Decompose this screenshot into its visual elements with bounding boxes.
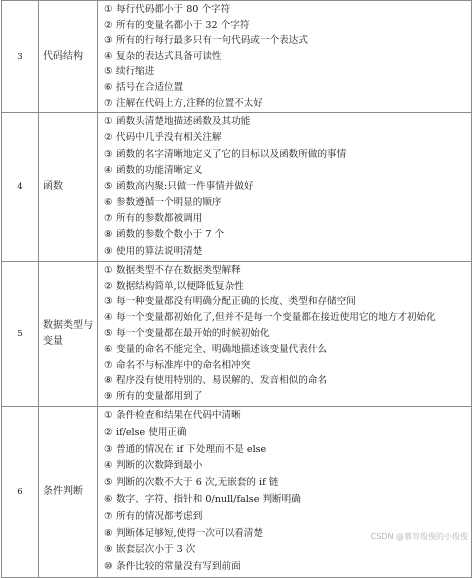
checklist-item — [104, 559, 471, 576]
category-label: 代码结构 — [39, 1, 98, 113]
item-marker: ② — [104, 280, 113, 292]
item-text: 括号在合适位置 — [116, 81, 184, 93]
checklist-item — [104, 442, 471, 459]
item-marker: ③ — [104, 148, 113, 160]
item-marker: ② — [104, 19, 113, 31]
checklist-item — [104, 373, 471, 389]
checklist-item — [104, 458, 471, 475]
checklist-item — [104, 163, 471, 179]
checklist-item — [104, 263, 471, 279]
item-text: 判断体足够短,使得一次可以看清楚 — [116, 527, 263, 539]
item-marker: ③ — [104, 35, 113, 47]
checklist-item — [104, 227, 471, 243]
checklist-item — [104, 492, 471, 509]
item-text: 每一个变量都在最开始的时候初始化 — [116, 328, 270, 340]
item-marker: ① — [104, 4, 113, 15]
item-marker: ⑥ — [104, 494, 113, 505]
item-marker: ⑥ — [104, 81, 113, 93]
item-marker: ③ — [104, 443, 113, 455]
item-marker: ④ — [104, 50, 113, 62]
item-text: 所有的参数都被调用 — [116, 213, 203, 225]
row-number: 5 — [2, 261, 39, 406]
item-marker: ⑦ — [104, 510, 113, 522]
checklist-items-cell — [98, 113, 472, 262]
item-text: 所有的变量都用到了 — [116, 391, 203, 403]
item-text: 条件检查和结果在代码中清晰 — [116, 410, 241, 422]
item-text: 所有的变量名都小于 32 个字符 — [116, 19, 250, 31]
checklist-item — [104, 244, 471, 260]
item-text: 数据类型不存在数据类型解释 — [116, 264, 241, 276]
item-text: 所有的情况都考虑到 — [116, 510, 203, 522]
item-text: 函数的名字清晰地定义了它的目标以及函数所做的事情 — [116, 148, 347, 160]
item-marker: ⑨ — [104, 245, 113, 257]
item-marker: ⑧ — [104, 375, 113, 387]
item-text: 参数遵循一个明显的顺序 — [116, 197, 222, 209]
checklist-items-cell — [98, 407, 472, 578]
item-text: 续行缩进 — [116, 66, 155, 78]
checklist-item — [104, 342, 471, 358]
item-marker: ⑦ — [104, 97, 113, 109]
item-text: 数据结构简单,以便降低复杂性 — [116, 280, 244, 292]
item-marker: ① — [104, 116, 113, 128]
item-text: 函数的功能清晰定义 — [116, 164, 203, 176]
csdn-watermark: CSDN @慕容俊俊的小俊俊 — [370, 532, 468, 541]
item-text: 每一种变量都没有明确分配正确的长度、类型和存储空间 — [116, 296, 356, 308]
item-marker: ② — [104, 426, 113, 438]
item-text: 使用的算法说明清楚 — [116, 245, 203, 257]
item-text: 嵌套层次小于 3 次 — [116, 544, 196, 556]
item-marker: ⑨ — [104, 544, 113, 556]
item-marker: ⑦ — [104, 213, 113, 225]
item-text: 普通的情况在 if 下处理而不是 else — [116, 443, 267, 455]
category-label: 数据类型与变量 — [39, 261, 98, 406]
item-marker: ⑧ — [104, 527, 113, 539]
checklist-item — [104, 179, 471, 195]
item-marker: ② — [104, 132, 113, 144]
checklist-item — [104, 195, 471, 211]
item-marker: ⑤ — [104, 66, 113, 78]
checklist-item — [104, 425, 471, 442]
checklist-row — [2, 261, 472, 406]
checklist-item — [104, 279, 471, 295]
item-marker: ⑨ — [104, 391, 113, 403]
item-text: 每行代码都小于 80 个字符 — [116, 4, 231, 15]
checklist-row — [2, 407, 472, 578]
item-marker: ④ — [104, 312, 113, 324]
checklist-row — [2, 1, 472, 113]
item-marker: ⑩ — [104, 561, 113, 573]
checklist-item — [104, 64, 471, 80]
item-marker: ⑥ — [104, 197, 113, 209]
checklist-row — [2, 113, 472, 262]
checklist-item — [104, 18, 471, 34]
row-number: 6 — [2, 407, 39, 578]
checklist-body — [2, 1, 472, 578]
item-marker: ⑧ — [104, 229, 113, 241]
item-marker: ⑦ — [104, 359, 113, 371]
item-text: if/else 使用正确 — [116, 426, 187, 438]
checklist-item — [104, 114, 471, 130]
item-text: 条件比较的常量没有写到前面 — [116, 561, 241, 573]
item-text: 每一个变量都初始化了,但并不是每一个变量都在接近使用它的地方才初始化 — [116, 312, 436, 324]
checklist-item — [104, 80, 471, 96]
item-marker: ⑤ — [104, 477, 113, 489]
checklist-item — [104, 358, 471, 374]
item-text: 判断的次数不大于 6 次,无嵌套的 if 链 — [116, 477, 279, 489]
checklist-item — [104, 147, 471, 163]
checklist-item — [104, 509, 471, 526]
checklist-item — [104, 294, 471, 310]
checklist-items-cell — [98, 1, 472, 113]
item-text: 变量的命名不能完全、明确地描述该变量代表什么 — [116, 343, 328, 355]
item-text: 注解在代码上方,注释的位置不太好 — [116, 97, 263, 109]
checklist-item — [104, 130, 471, 146]
item-marker: ① — [104, 410, 113, 422]
category-label: 函数 — [39, 113, 98, 262]
item-text: 代码中几乎没有相关注解 — [116, 132, 222, 144]
item-marker: ④ — [104, 460, 113, 472]
item-text: 命名不与标准库中的命名相冲突 — [116, 359, 251, 371]
item-text: 数字、字符、指针和 0/null/false 判断明确 — [116, 494, 301, 505]
category-label: 条件判断 — [39, 407, 98, 578]
checklist-item — [104, 96, 471, 112]
checklist-item — [104, 2, 471, 18]
code-review-checklist-table — [1, 0, 472, 578]
item-marker: ⑥ — [104, 343, 113, 355]
item-text: 程序没有使用特别的、易误解的、发音相似的命名 — [116, 375, 328, 387]
item-text: 函数头清楚地描述函数及其功能 — [116, 116, 251, 128]
checklist-item — [104, 389, 471, 405]
row-number: 4 — [2, 113, 39, 262]
checklist-item — [104, 33, 471, 49]
item-marker: ① — [104, 264, 113, 276]
item-text: 复杂的表达式具备可读性 — [116, 50, 222, 62]
item-marker: ⑤ — [104, 328, 113, 340]
item-marker: ③ — [104, 296, 113, 308]
item-marker: ④ — [104, 164, 113, 176]
item-text: 函数的参数个数小于 7 个 — [116, 229, 225, 241]
item-text: 所有的行每行最多只有一句代码或一个表达式 — [116, 35, 308, 47]
checklist-item — [104, 310, 471, 326]
checklist-item — [104, 211, 471, 227]
item-marker: ⑤ — [104, 180, 113, 192]
row-number: 3 — [2, 1, 39, 113]
checklist-item — [104, 408, 471, 425]
item-text: 函数高内聚:只做一件事情并做好 — [116, 180, 254, 192]
item-text: 判断的次数降到最小 — [116, 460, 203, 472]
checklist-item — [104, 475, 471, 492]
checklist-items-cell — [98, 261, 472, 406]
checklist-item — [104, 49, 471, 65]
checklist-item — [104, 326, 471, 342]
